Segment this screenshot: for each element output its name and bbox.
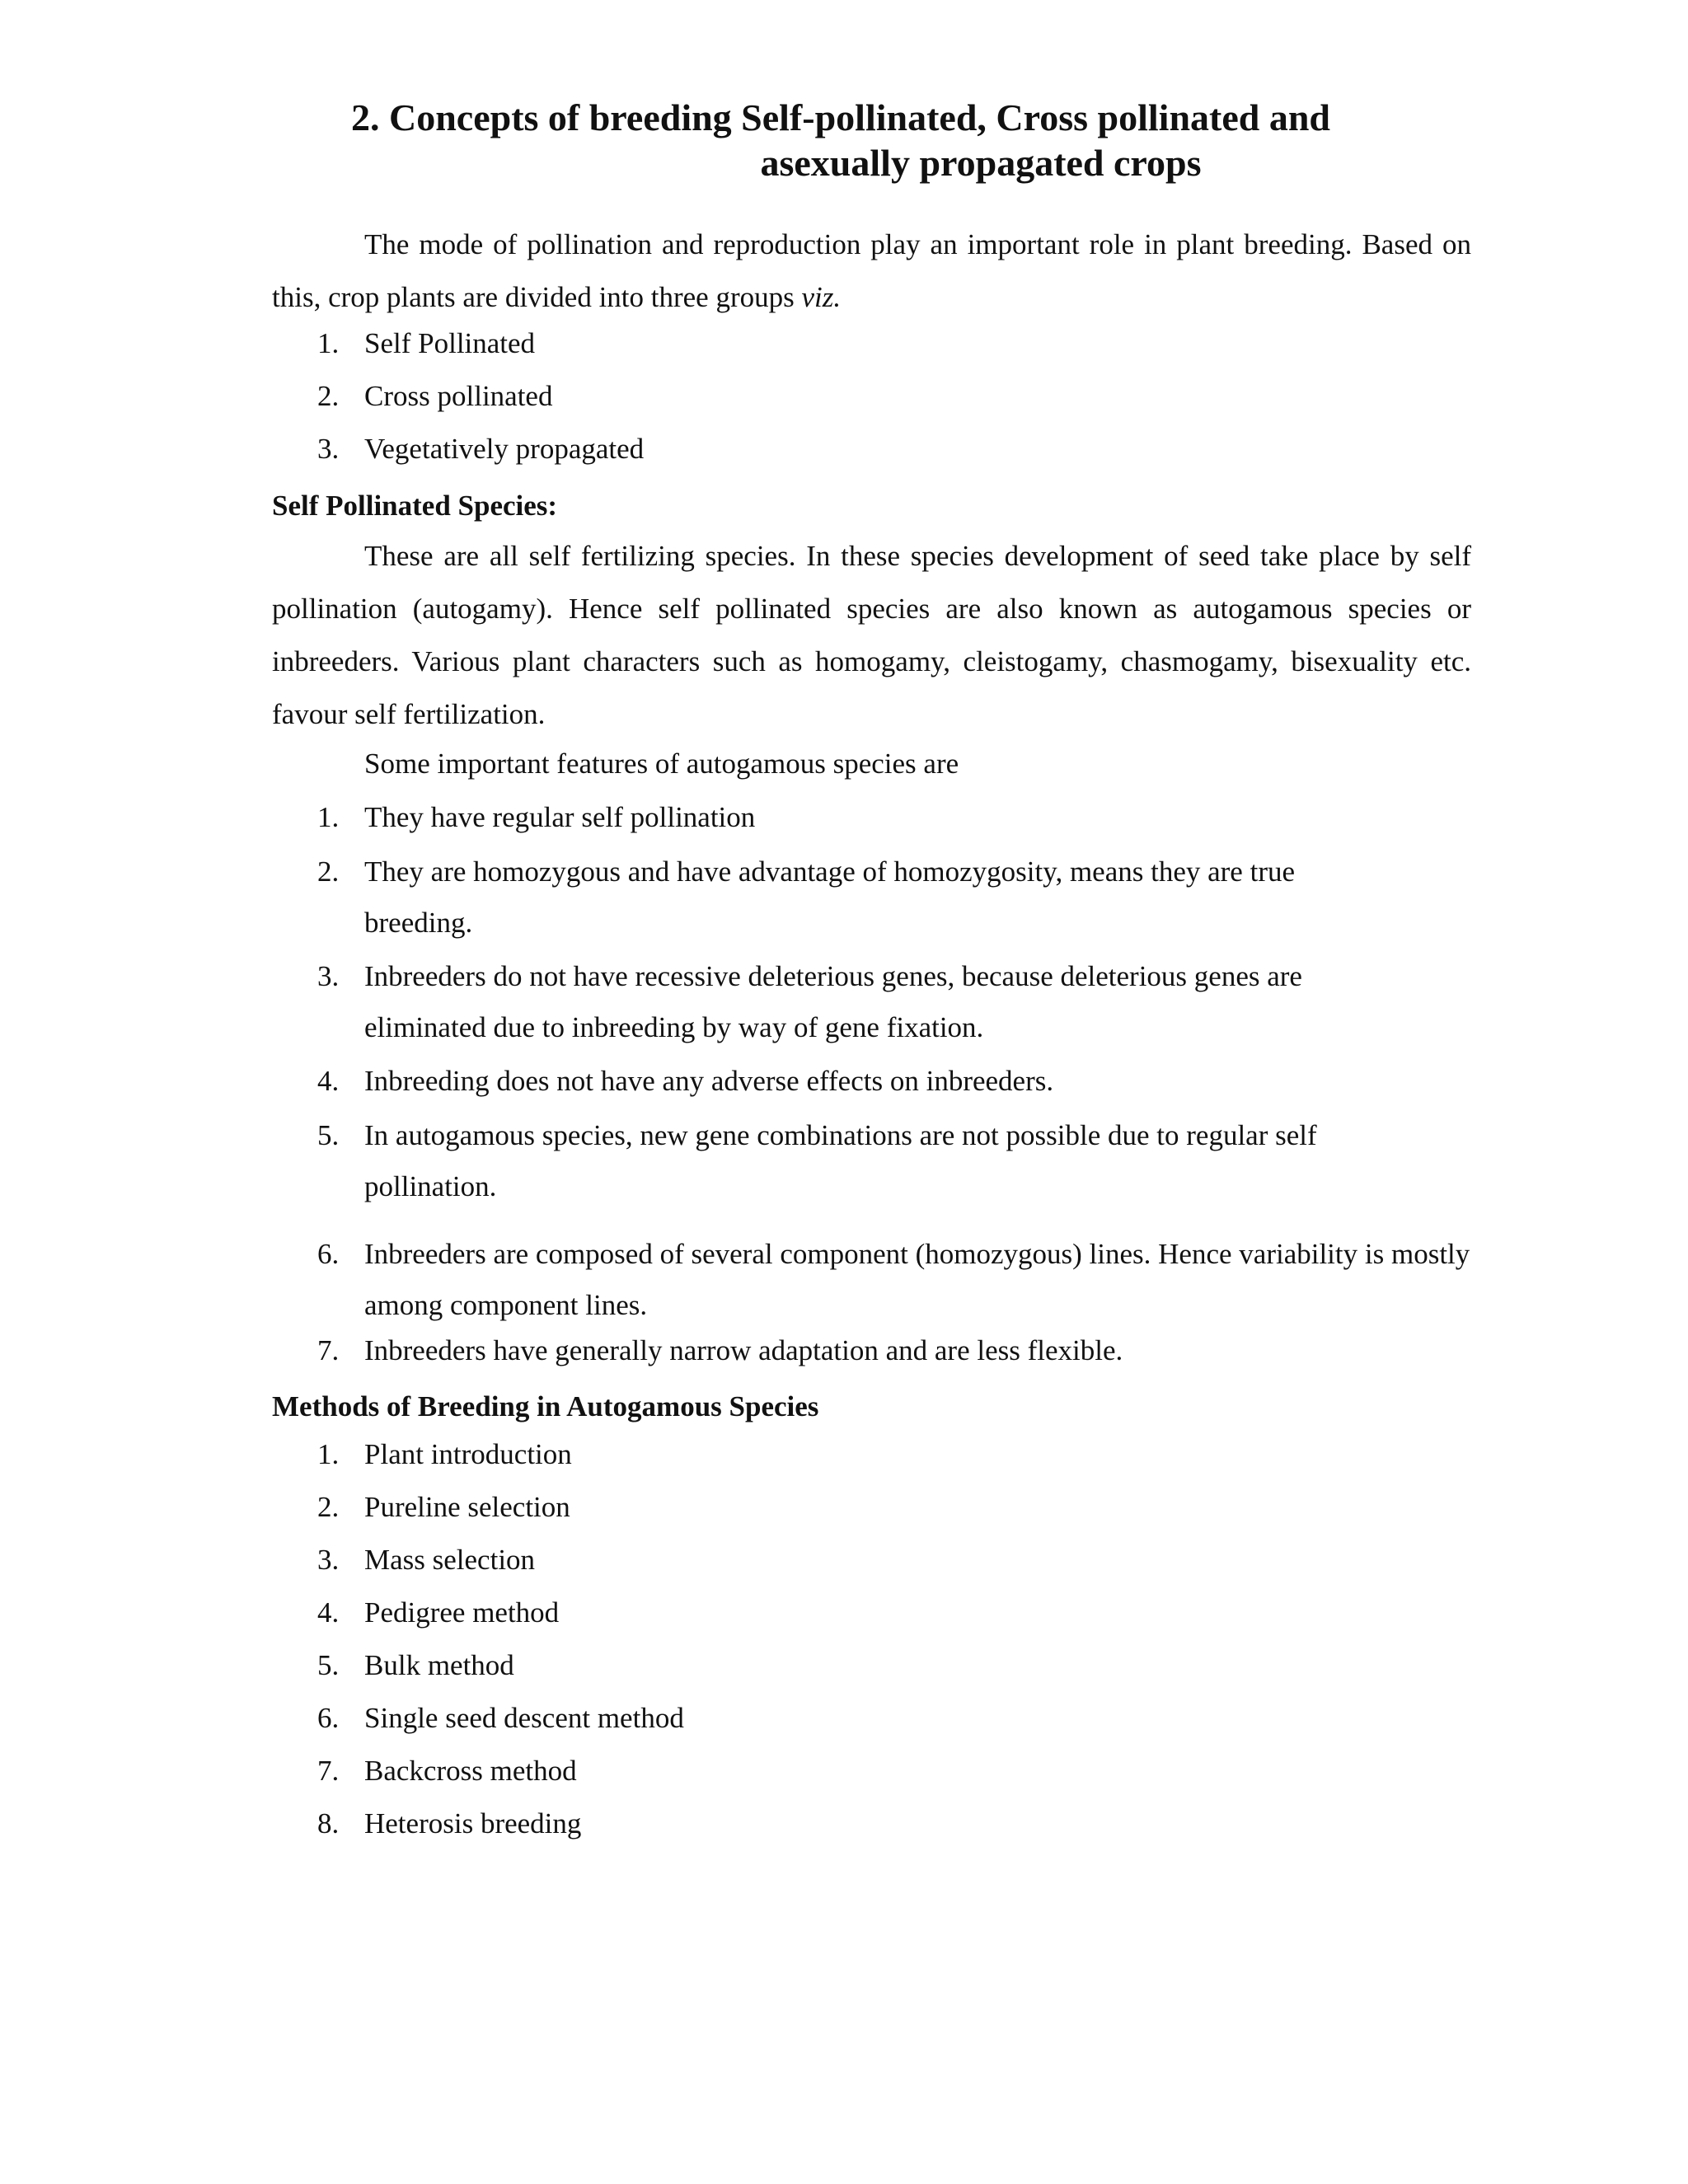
self-pollinated-paragraph: [272, 530, 1471, 741]
list-number: 4.: [317, 1596, 340, 1629]
list-number: 2.: [317, 380, 340, 412]
list-number: 6.: [317, 1702, 340, 1734]
section-heading-methods: Methods of Breeding in Autogamous Species: [272, 1390, 819, 1422]
list-text: Backcross method: [364, 1755, 577, 1787]
list-number: 3.: [317, 1544, 340, 1576]
list-number: 3.: [317, 960, 340, 992]
intro-viz: viz.: [801, 281, 842, 313]
list-text: In autogamous species, new gene combinations are not possible due to regular self pollination.: [364, 1119, 1317, 1202]
list-number: 2.: [317, 855, 340, 888]
list-text: Inbreeding does not have any adverse effects on inbreeders.: [364, 1065, 1054, 1097]
list-number: 5.: [317, 1649, 340, 1681]
list-text: Self Pollinated: [364, 327, 536, 359]
list-number: 1.: [317, 801, 340, 833]
list-text: Inbreeders have generally narrow adaptation and are less flexible.: [364, 1334, 1123, 1366]
list-number: 7.: [317, 1334, 340, 1366]
list-number: 7.: [317, 1755, 340, 1787]
list-text: Inbreeders do not have recessive deleterious genes, because deleterious genes are eliminated due to inbreeding by way of gene fixation.: [364, 960, 1302, 1043]
list-text: Mass selection: [364, 1544, 536, 1576]
features-intro: Some important features of autogamous species are: [364, 748, 959, 780]
list-text: They are homozygous and have advantage of homozygosity, means they are true breeding.: [364, 855, 1296, 939]
section-heading-self-pollinated: Self Pollinated Species:: [272, 490, 558, 522]
list-text: Cross pollinated: [364, 380, 553, 412]
list-number: 3.: [317, 433, 340, 465]
list-number: 8.: [317, 1807, 340, 1840]
list-text: Pureline selection: [364, 1491, 570, 1523]
list-number: 4.: [317, 1065, 340, 1097]
list-number: 1.: [317, 1438, 340, 1470]
list-number: 1.: [317, 327, 340, 359]
list-text: Heterosis breeding: [364, 1807, 582, 1840]
page-title-line-1: 2. Concepts of breeding Self-pollinated, Cross pollinated and: [350, 96, 1331, 138]
list-text: Inbreeders are composed of several component (homozygous) lines. Hence variability is mostly among component lines.: [364, 1238, 1470, 1321]
list-text: Pedigree method: [364, 1596, 560, 1629]
list-text: They have regular self pollination: [364, 801, 756, 833]
self-pollinated-text: These are all self fertilizing species. In these species development of seed take place by self pollination (autogamy). Hence self pollinated species are also known as autogamous species or inbreeders. Various plant characters such as homogamy, cleistogamy, chasmogamy, bisexuality etc. favour self fertilization.: [272, 540, 1471, 730]
list-text: Bulk method: [364, 1649, 514, 1681]
page-title-line-2: asexually propagated crops: [760, 142, 1202, 184]
list-number: 6.: [317, 1238, 340, 1270]
list-text: Plant introduction: [364, 1438, 572, 1470]
list-number: 2.: [317, 1491, 340, 1523]
list-text: Vegetatively propagated: [364, 433, 645, 465]
intro-paragraph: [272, 218, 1471, 324]
intro-text: The mode of pollination and reproduction play an important role in plant breeding. Based on this, crop plants are divided into three groups: [272, 228, 1471, 313]
list-text: Single seed descent method: [364, 1702, 684, 1734]
list-number: 5.: [317, 1119, 340, 1151]
